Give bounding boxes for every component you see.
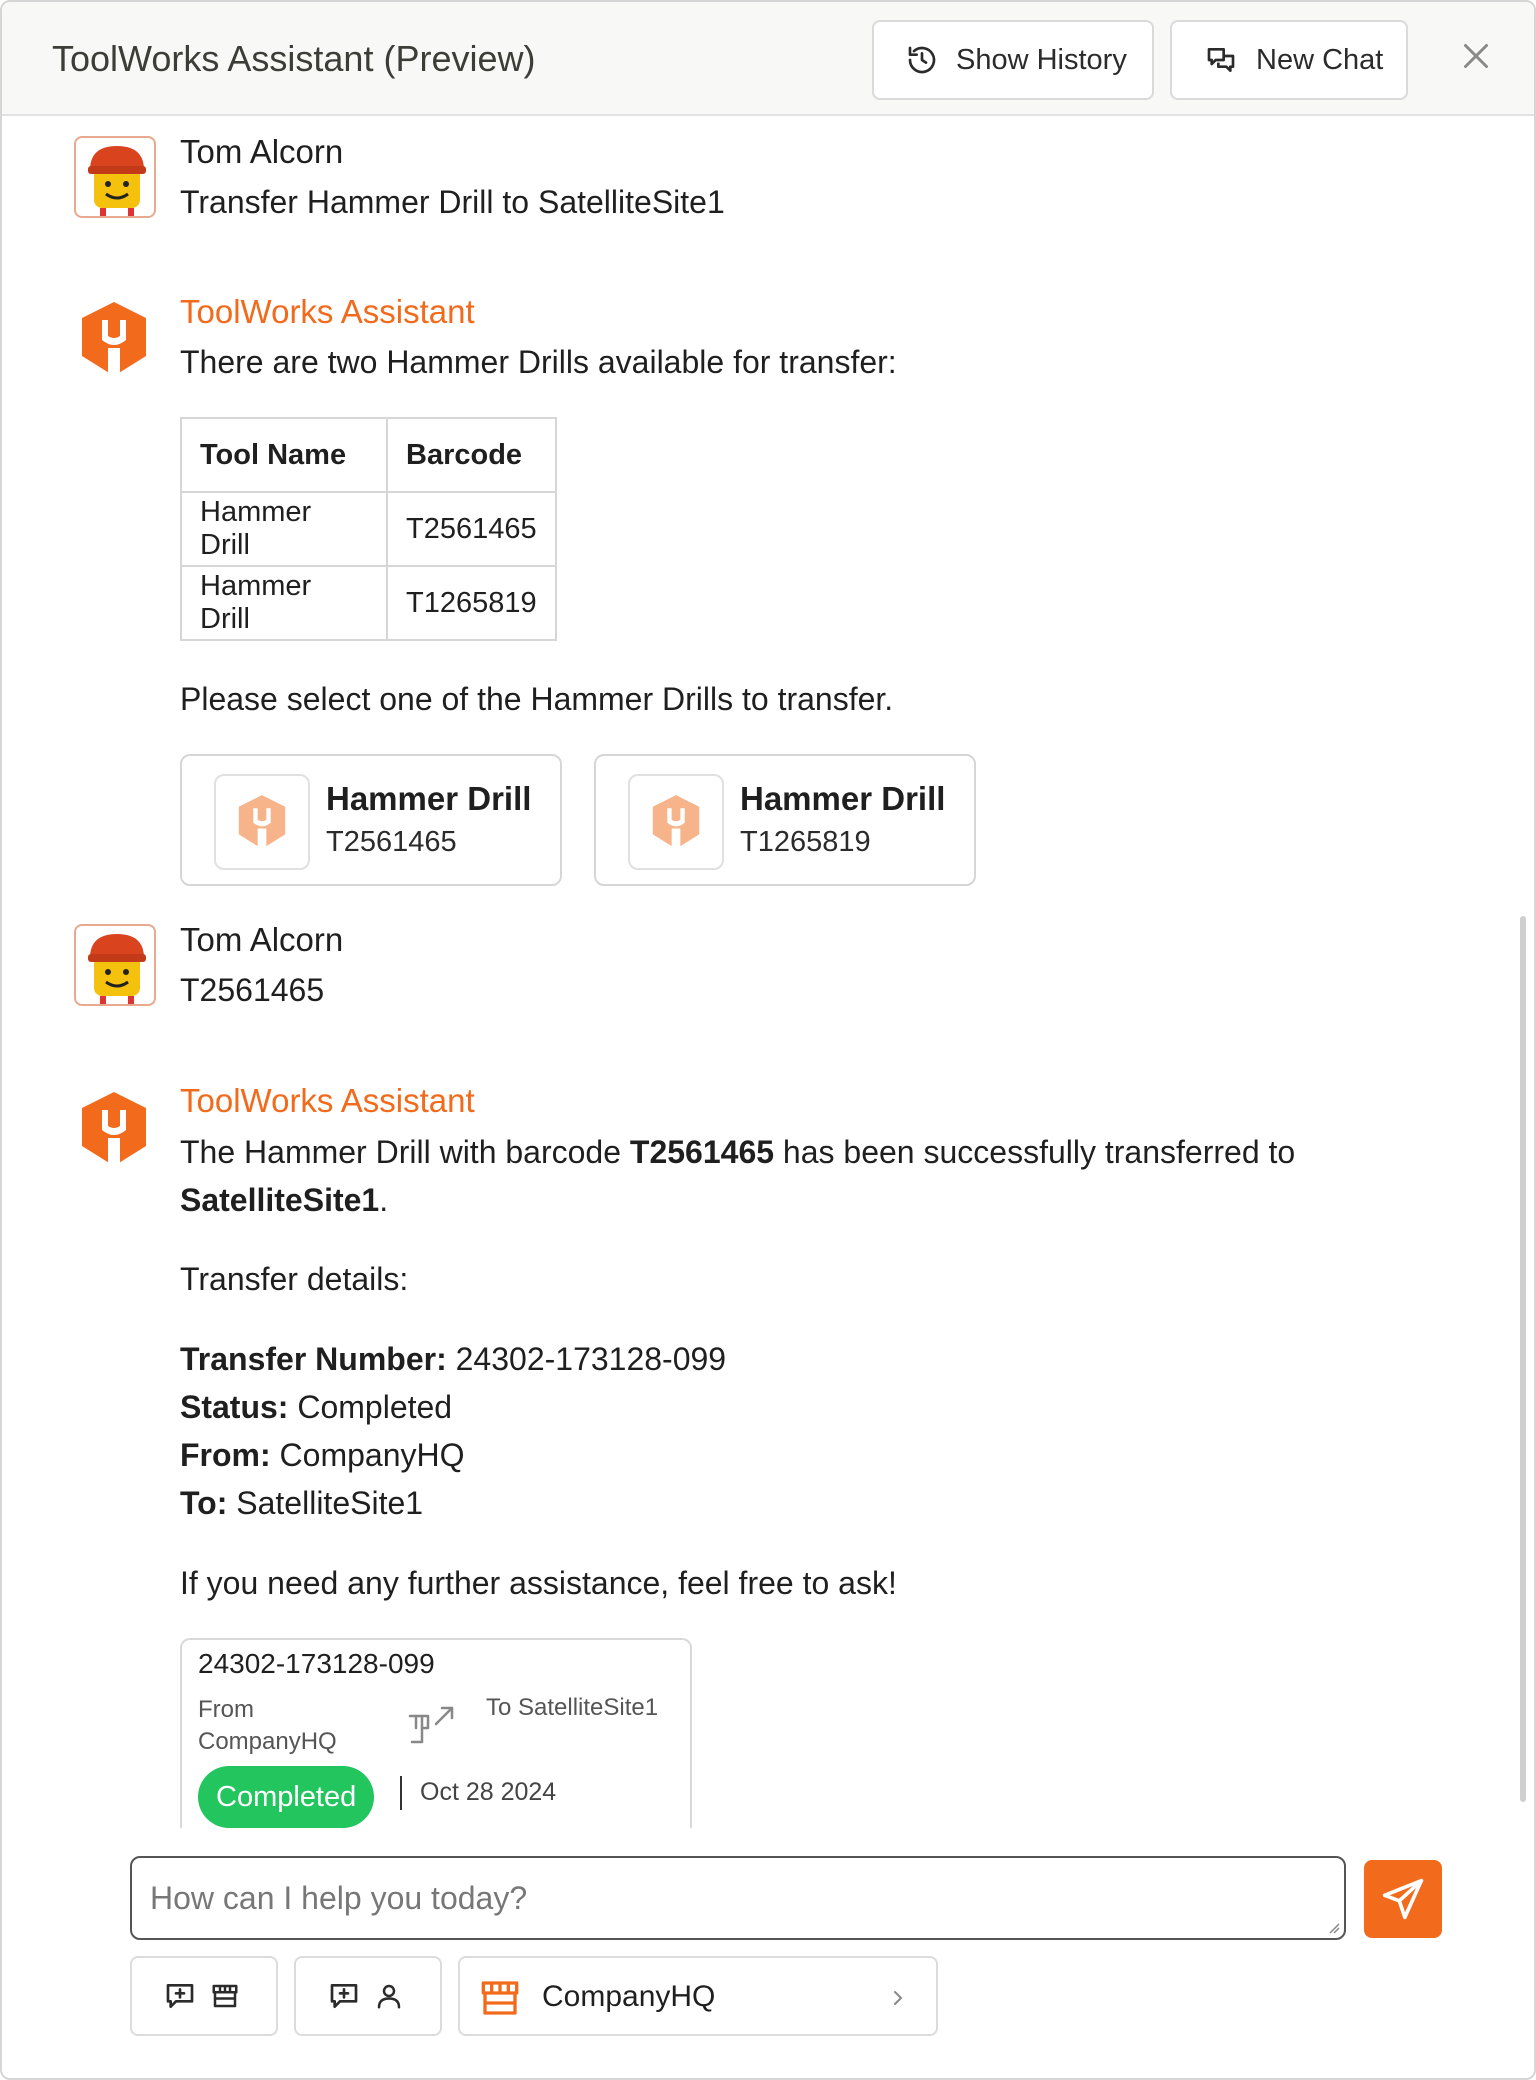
chevron-right-icon	[886, 1984, 910, 2012]
scrollbar[interactable]	[1520, 916, 1526, 1802]
result-text: The Hammer Drill with barcode	[180, 1134, 630, 1170]
detail-transfer-number	[180, 1335, 726, 1383]
tool-barcode: T1265819	[740, 826, 871, 858]
transfer-date: Oct 28 2024	[420, 1778, 557, 1806]
toolworks-logo-icon	[74, 298, 154, 380]
assistant-closing: If you need any further assistance, feel free to ask!	[180, 1565, 897, 1601]
new-chat-store-button[interactable]	[130, 1956, 278, 2036]
new-chat-user-button[interactable]	[294, 1956, 442, 2036]
sender-name: Tom Alcorn	[180, 921, 344, 958]
toolworks-logo-icon	[74, 1088, 154, 1170]
store-icon	[480, 1978, 520, 2018]
table-header: Tool Name	[181, 418, 387, 492]
resize-grip-icon[interactable]	[1328, 1922, 1340, 1934]
composer	[130, 1856, 1346, 1940]
chat-input[interactable]	[150, 1858, 1320, 1938]
transfer-result	[180, 1128, 1380, 1224]
tool-name: Hammer Drill	[326, 780, 532, 817]
table-cell: Hammer Drill	[181, 566, 387, 640]
table-cell: T1265819	[387, 566, 556, 640]
tool-icon	[628, 774, 724, 870]
detail-value: 24302-173128-099	[446, 1341, 727, 1377]
detail-label: Transfer Number:	[180, 1341, 447, 1377]
result-text: .	[379, 1182, 389, 1218]
detail-value: CompanyHQ	[270, 1437, 465, 1473]
detail-to	[180, 1479, 423, 1527]
history-icon	[906, 44, 938, 76]
user-avatar-icon	[74, 136, 156, 218]
header	[2, 2, 1536, 116]
site-selector[interactable]	[458, 1956, 938, 2036]
new-chat-button[interactable]	[1170, 20, 1408, 100]
send-icon	[1381, 1877, 1425, 1921]
transfer-to: To SatelliteSite1	[486, 1694, 659, 1721]
user-message: Transfer Hammer Drill to SatelliteSite1	[180, 184, 725, 220]
table-cell: Hammer Drill	[181, 492, 387, 566]
result-site: SatelliteSite1	[180, 1182, 380, 1218]
store-icon	[210, 1981, 240, 2011]
detail-label: To:	[180, 1485, 228, 1521]
tool-option-card[interactable]	[180, 754, 562, 886]
transfer-from: From CompanyHQ	[198, 1696, 337, 1755]
table-header-row	[181, 418, 556, 492]
tool-option-card[interactable]	[594, 754, 976, 886]
assistant-name: ToolWorks Assistant	[180, 1082, 475, 1119]
detail-label: From:	[180, 1437, 271, 1473]
detail-from	[180, 1431, 465, 1479]
detail-value: Completed	[288, 1389, 453, 1425]
transfer-icon	[406, 1702, 458, 1752]
user-icon	[374, 1981, 404, 2011]
send-button[interactable]	[1364, 1860, 1442, 1938]
tool-name: Hammer Drill	[740, 780, 946, 817]
table-header: Barcode	[387, 418, 556, 492]
page-title: ToolWorks Assistant (Preview)	[52, 38, 536, 79]
new-chat-label: New Chat	[1256, 43, 1384, 76]
tools-table	[180, 417, 557, 641]
transfer-number: 24302-173128-099	[198, 1648, 435, 1679]
detail-label: Status:	[180, 1389, 289, 1425]
divider	[400, 1776, 402, 1810]
result-text: has been successfully transferred to	[774, 1134, 1296, 1170]
chat-bubbles-icon	[1204, 44, 1238, 76]
detail-status	[180, 1383, 452, 1431]
table-row	[181, 492, 556, 566]
show-history-button[interactable]	[872, 20, 1154, 100]
assistant-intro: There are two Hammer Drills available for transfer:	[180, 344, 897, 380]
result-barcode: T2561465	[629, 1134, 775, 1170]
add-chat-icon	[328, 1980, 360, 2012]
user-message: T2561465	[180, 972, 325, 1008]
show-history-label: Show History	[956, 43, 1127, 76]
table-row	[181, 566, 556, 640]
assistant-prompt: Please select one of the Hammer Drills to transfer.	[180, 681, 894, 717]
site-label: CompanyHQ	[542, 1980, 716, 2013]
sender-name: Tom Alcorn	[180, 133, 344, 170]
transfer-card[interactable]	[180, 1638, 692, 1828]
add-chat-icon	[164, 1980, 196, 2012]
detail-value: SatelliteSite1	[227, 1485, 424, 1521]
assistant-name: ToolWorks Assistant	[180, 293, 475, 330]
status-badge: Completed	[198, 1766, 374, 1828]
table-cell: T2561465	[387, 492, 556, 566]
close-icon[interactable]	[1458, 38, 1494, 74]
tool-barcode: T2561465	[326, 826, 457, 858]
user-avatar-icon	[74, 924, 156, 1006]
tool-icon	[214, 774, 310, 870]
details-heading: Transfer details:	[180, 1261, 409, 1297]
